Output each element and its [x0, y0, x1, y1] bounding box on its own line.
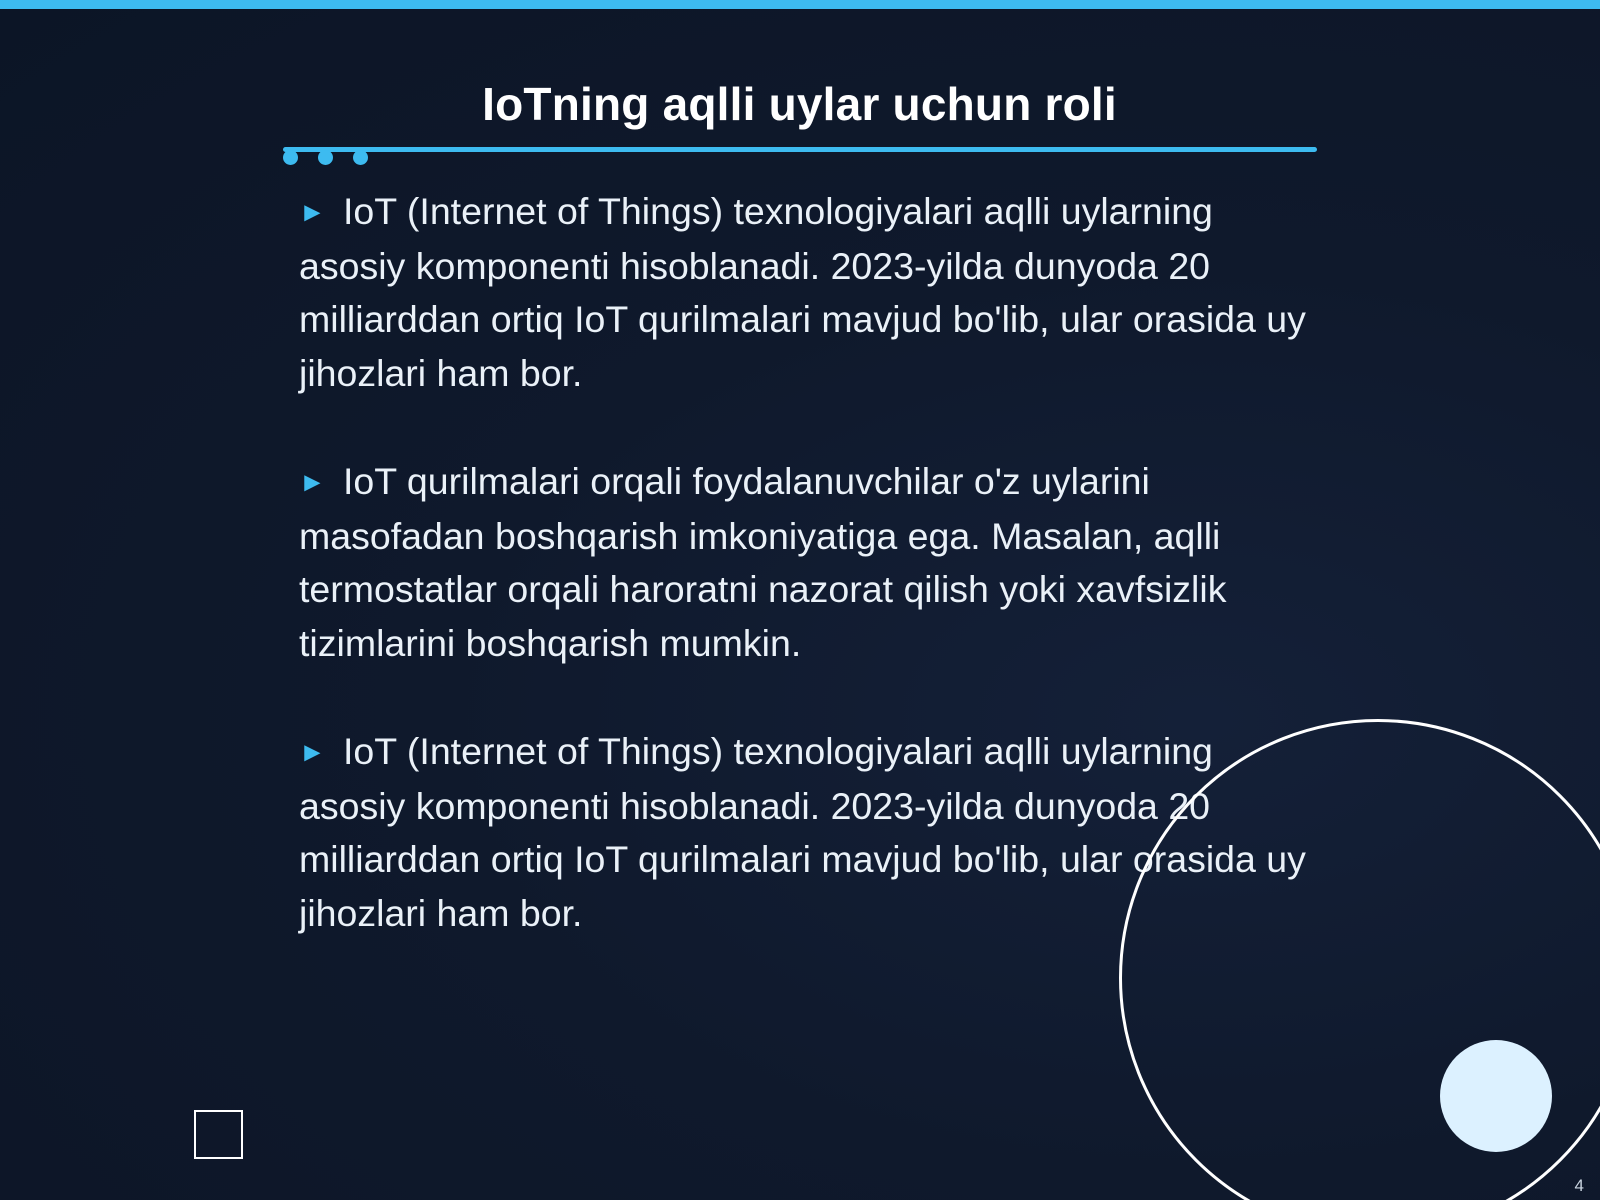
accent-dot	[353, 150, 368, 165]
slide-title: IoTning aqlli uylar uchun roli	[482, 78, 1117, 130]
decorative-square	[194, 1110, 243, 1159]
bullet-item	[299, 455, 1309, 670]
bullet-text: IoT (Internet of Things) texnologiyalari aqlli uylarning asosiy komponenti hisoblanadi. 2023-yilda dunyoda 20 milliarddan ortiq IoT qurilmalari mavjud bo'lib, ular orasida uy jihozlari ham bor.	[299, 190, 1306, 394]
bullet-text: IoT qurilmalari orqali foydalanuvchilar o'z uylarini masofadan boshqarish imkoniyatiga ega. Masalan, aqlli termostatlar orqali haroratni nazorat qilish yoki xavfsizlik tizimlarini boshqarish mumkin.	[299, 460, 1227, 664]
accent-dot	[318, 150, 333, 165]
page-number: 4	[1574, 1176, 1584, 1195]
bullet-item	[299, 725, 1309, 940]
accent-dot	[283, 150, 298, 165]
decorative-disc	[1440, 1040, 1552, 1152]
title-underline	[283, 147, 1317, 152]
bullet-arrow-icon: ►	[299, 467, 326, 497]
bullet-item	[299, 185, 1309, 400]
top-accent-bar	[0, 0, 1600, 9]
bullet-text: IoT (Internet of Things) texnologiyalari aqlli uylarning asosiy komponenti hisoblanadi. 2023-yilda dunyoda 20 milliarddan ortiq IoT qurilmalari mavjud bo'lib, ular orasida uy jihozlari ham bor.	[299, 730, 1306, 934]
bullet-arrow-icon: ►	[299, 197, 326, 227]
bullet-list	[299, 185, 1309, 995]
bullet-arrow-icon: ►	[299, 737, 326, 767]
